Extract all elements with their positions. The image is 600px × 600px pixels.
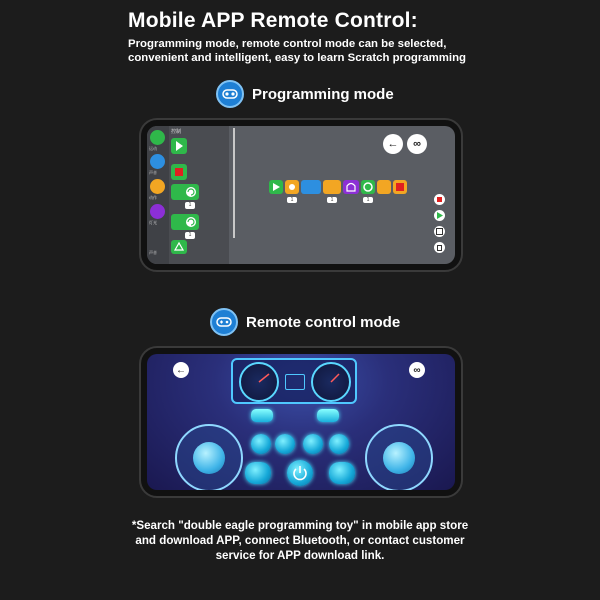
programming-phone [139, 118, 463, 272]
rpm-gauge [311, 362, 351, 402]
chain-car-block[interactable] [377, 180, 391, 194]
chain-stop-block[interactable] [393, 180, 407, 194]
remote-icon [210, 308, 238, 336]
drift-right-button[interactable] [329, 462, 355, 484]
programming-mode-label: Programming mode [252, 85, 394, 103]
chain-turn-block[interactable] [323, 180, 341, 194]
rear-axle-button[interactable] [317, 409, 339, 422]
delete-icon[interactable] [434, 242, 445, 253]
category-motion[interactable] [150, 130, 165, 145]
chain-repeat-block[interactable] [361, 180, 375, 194]
canvas-divider [233, 128, 235, 238]
block-count: 1 [185, 232, 195, 239]
palette-title: 控制 [171, 129, 182, 135]
back-arrow-icon[interactable]: ← [173, 362, 189, 378]
drift-left-button[interactable] [245, 462, 271, 484]
alarm-button[interactable] [329, 434, 349, 454]
stop-block[interactable] [171, 164, 187, 180]
link-icon[interactable]: ∞ [409, 362, 425, 378]
block-palette [169, 126, 229, 264]
play-icon[interactable] [434, 210, 445, 221]
chain-tag: 1 [363, 197, 373, 203]
category-sound[interactable] [150, 154, 165, 169]
remote-phone [139, 346, 463, 498]
save-icon[interactable] [434, 226, 445, 237]
remote-screen [147, 354, 455, 490]
link-icon[interactable]: ∞ [407, 134, 427, 154]
category-label: 动作 [149, 195, 157, 200]
dashboard-center [285, 374, 305, 390]
gamepad-loop-icon [216, 80, 244, 108]
back-arrow-icon[interactable]: ← [383, 134, 403, 154]
sound-button[interactable] [275, 434, 295, 454]
category-light[interactable] [150, 204, 165, 219]
category-label: 声音 [149, 170, 157, 175]
power-button[interactable] [287, 460, 313, 486]
stop-icon[interactable] [434, 194, 445, 205]
chain-alarm-block[interactable] [343, 180, 359, 194]
block-count: 1 [185, 202, 195, 209]
chain-tag: 1 [287, 197, 297, 203]
remote-mode-header [210, 308, 400, 336]
speed-gauge [239, 362, 279, 402]
category-label: 运动 [149, 146, 157, 151]
left-joystick[interactable] [175, 424, 243, 490]
chain-tag: 1 [327, 197, 337, 203]
page-description: Programming mode, remote control mode can be selected, convenient and intelligent, easy to learn Scratch programming [128, 38, 466, 64]
front-axle-button[interactable] [251, 409, 273, 422]
programming-mode-header [216, 80, 394, 108]
wait-block[interactable] [171, 240, 187, 254]
programming-screen [147, 126, 455, 264]
remote-mode-label: Remote control mode [246, 313, 401, 331]
chain-move-block[interactable] [301, 180, 321, 194]
dashboard-panel [231, 358, 357, 404]
chain-light-block[interactable] [285, 180, 299, 194]
left-joystick-knob[interactable] [193, 442, 225, 474]
repeat-block[interactable] [171, 184, 199, 200]
page-title: Mobile APP Remote Control: [128, 9, 418, 32]
category-palette [147, 126, 169, 264]
category-label: 灯光 [149, 220, 157, 225]
category-label: 声音 [149, 250, 157, 255]
repeat-forever-block[interactable] [171, 214, 199, 230]
right-joystick-knob[interactable] [383, 442, 415, 474]
download-instructions: *Search "double eagle programming toy" in mobile app store and download APP, connect Bluetooth, or contact customer service for APP download link. [131, 519, 469, 562]
horn-button[interactable] [251, 434, 271, 454]
chain-start-block[interactable] [269, 180, 283, 194]
right-joystick[interactable] [365, 424, 433, 490]
light-button[interactable] [303, 434, 323, 454]
start-block[interactable] [171, 138, 187, 154]
category-action[interactable] [150, 179, 165, 194]
